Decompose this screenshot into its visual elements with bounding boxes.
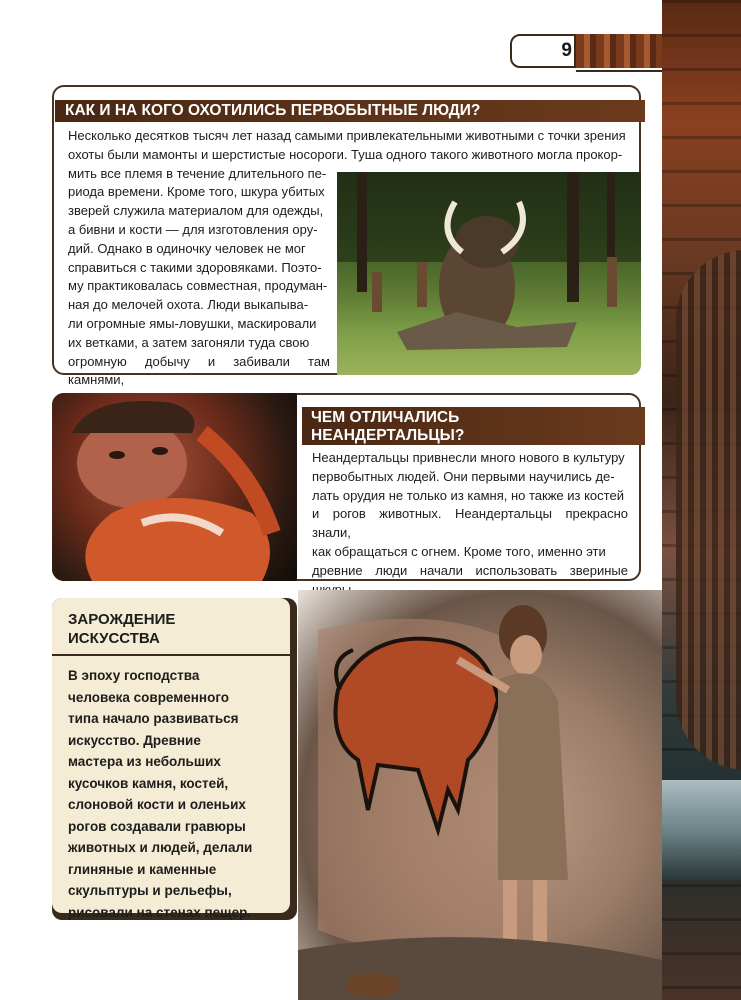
text-line: как обращаться с огнем. Кроме того, именно эти bbox=[312, 543, 606, 559]
art-section-heading bbox=[68, 610, 278, 648]
text-line: му практиковалась совместная, продуман- bbox=[68, 278, 328, 294]
text-line: мастера из небольших bbox=[68, 754, 221, 769]
mammoth-hunt-photo bbox=[337, 172, 641, 375]
text-line: скульптуры и рельефы, bbox=[68, 883, 232, 898]
water-splash bbox=[662, 780, 741, 880]
text-line: слоновой кости и оленьих bbox=[68, 797, 246, 812]
text-line: рисовали на стенах пещер. bbox=[68, 904, 252, 920]
text-line: Несколько десятков тысяч лет назад самыми привлекательными животными с точки зрения bbox=[68, 128, 626, 143]
text-line: дий. Однако в одиночку человек не мог bbox=[68, 240, 306, 256]
text-line: Неандертальцы привнесли много нового в культуру bbox=[312, 450, 625, 465]
water-wheel-shape bbox=[676, 250, 741, 770]
text-line: кусочков камня, костей, bbox=[68, 775, 229, 791]
text-line: и рогов животных. Неандертальцы прекрасно знали, bbox=[312, 506, 628, 541]
text-line: животных и людей, делали bbox=[68, 840, 253, 855]
text-line: первобытных людей. Они первыми научились де- bbox=[312, 468, 615, 484]
text-line: охоты были мамонты и шерстистые носороги. Туша одного такого животного могла прокор- bbox=[68, 146, 623, 162]
text-line: искусство. Древние bbox=[68, 732, 201, 748]
text-line: ли огромные ямы-ловушки, маскировали bbox=[68, 315, 317, 331]
art-text bbox=[68, 665, 283, 923]
text-line: мить все племя в течение длительного пе- bbox=[68, 165, 327, 181]
text-line: ная до мелочей охота. Люди выкапыва- bbox=[68, 297, 309, 313]
art-title-line1: ЗАРОЖДЕНИЕ bbox=[68, 611, 176, 628]
text-line: огромную добычу и забивали там камнями, bbox=[68, 353, 330, 388]
neanderthal-title-line2: НЕАНДЕРТАЛЬЦЫ? bbox=[311, 427, 465, 444]
text-line: их ветками, а затем загоняли туда свою bbox=[68, 334, 310, 350]
text-line: типа начало развиваться bbox=[68, 711, 239, 726]
text-line: лать орудия не только из камня, но также из костей bbox=[312, 487, 624, 503]
text-line: справиться с такими здоровяками. Поэто- bbox=[68, 259, 322, 275]
neanderthal-section-banner bbox=[302, 407, 645, 445]
art-title-divider bbox=[52, 654, 290, 656]
text-line: риода времени. Кроме того, шкура убитых bbox=[68, 184, 325, 200]
header-divider bbox=[576, 70, 662, 72]
neanderthal-title-line1: ЧЕМ ОТЛИЧАЛИСЬ bbox=[311, 409, 460, 426]
art-title-line2: ИСКУССТВА bbox=[68, 630, 160, 647]
hunting-section-banner bbox=[55, 100, 645, 122]
text-line: зверей служила материалом для одежды, bbox=[68, 203, 324, 219]
text-line: а бивни и кости — для изготовления ору- bbox=[68, 221, 318, 237]
text-line: рогов создавали гравюры bbox=[68, 818, 246, 834]
page-tab-photo bbox=[576, 34, 662, 68]
text-line: глиняные и каменные bbox=[68, 861, 217, 877]
cave-painting-illustration bbox=[298, 590, 662, 1000]
text-line: человека современного bbox=[68, 689, 230, 705]
neanderthal-photo bbox=[52, 393, 297, 581]
hunting-section-title: КАК И НА КОГО ОХОТИЛИСЬ ПЕРВОБЫТНЫЕ ЛЮДИ? bbox=[65, 102, 481, 119]
text-line: древние люди начали использовать звериные bbox=[312, 562, 628, 578]
page-number: 9 bbox=[561, 40, 572, 61]
hunting-text-narrow bbox=[68, 183, 330, 409]
text-line: В эпоху господства bbox=[68, 668, 200, 683]
